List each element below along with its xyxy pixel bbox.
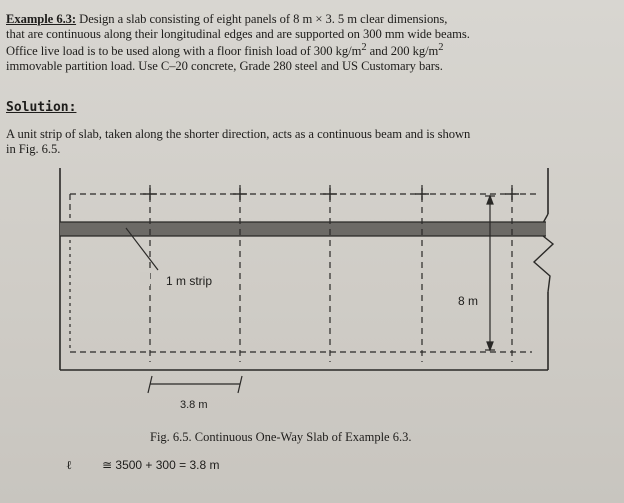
span-dimension — [148, 376, 242, 393]
span-calculation: ≅ 3500 + 300 = 3.8 m — [102, 458, 220, 472]
figure-caption: Fig. 6.5. Continuous One-Way Slab of Example 6.3. — [150, 430, 412, 444]
solution-line-2: in Fig. 6.5. — [6, 141, 61, 156]
example-line-3: Office live load is to be used along with a floor finish load of 300 $kg/m^2$ and 200 $kg/m^2$ — [6, 42, 444, 59]
top-beam-dashed — [70, 194, 540, 218]
span-label: 3.8 m — [180, 399, 208, 411]
solution-line-1: A unit strip of slab, taken along the shorter direction, acts as a continuous beam and is shown — [6, 127, 471, 141]
example-line-2: that are continuous along their longitudinal edges and are supported on 300 mm wide beams. — [6, 26, 470, 41]
solution-heading: Solution: — [6, 100, 77, 115]
example-line-1: Example 6.3: Design a slab consisting of eight panels of 8 m × 3. 5 m clear dimensions, — [6, 12, 448, 26]
example-line-4: immovable partition load. Use C–20 concrete, Grade 280 steel and US Customary bars. — [6, 58, 443, 73]
unit-strip-band — [60, 222, 546, 236]
example-label: Example 6.3: — [6, 12, 77, 26]
slab-outline — [60, 168, 548, 370]
height-label: 8 m — [458, 294, 479, 308]
strip-label: 1 m strip — [166, 274, 213, 288]
height-dimension — [485, 196, 495, 350]
span-symbol: ℓ — [66, 458, 72, 472]
